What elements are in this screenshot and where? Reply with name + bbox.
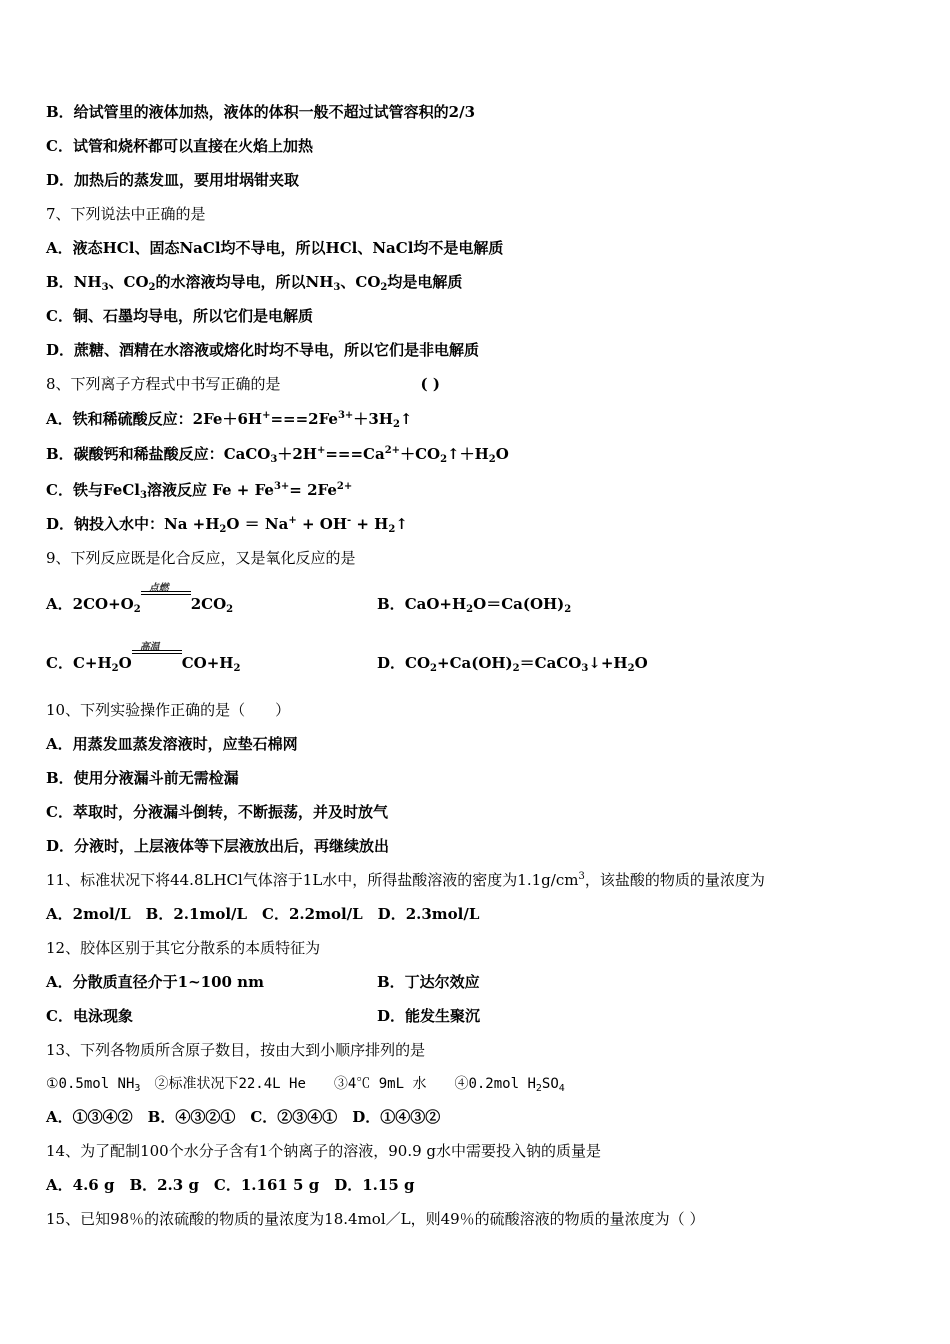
q10-option-a: A．用蒸发皿蒸发溶液时，应垫石棉网	[46, 735, 298, 753]
q7-stem: 7、下列说法中正确的是	[46, 205, 206, 223]
condition-arrow: 高温	[132, 654, 182, 674]
q6-option-c: C．试管和烧杯都可以直接在火焰上加热	[46, 137, 313, 155]
q12-stem: 12、胶体区别于其它分散系的本质特征为	[46, 939, 321, 957]
q8-option-c: C．铁与FeCl$_3$溶液反应 $Fe + Fe^{3+}= 2Fe^{2+}$	[46, 481, 353, 501]
q6-option-b: B．给试管里的液体加热，液体的体积一般不超过试管容积的2/3	[46, 103, 476, 121]
q10-stem: 10、下列实验操作正确的是（ ）	[46, 701, 291, 719]
q8-option-b: B．碳酸钙和稀盐酸反应：$CaCO_3+2H^+===Ca^{2+}+CO_2↑+H_2O$	[46, 445, 509, 465]
q15-stem: 15、已知98％的浓硫酸的物质的量浓度为18.4mol／L，则49％的硫酸溶液的物质的量浓度为（ ）	[46, 1210, 705, 1228]
q9-stem: 9、下列反应既是化合反应，又是氧化反应的是	[46, 549, 356, 567]
q12-option-b: B．丁达尔效应	[377, 973, 480, 991]
q9-option-b: B．$CaO+H_2O=Ca(OH)_2$	[377, 595, 572, 615]
condition-arrow: 点燃	[141, 595, 191, 615]
q12-option-c: C．电泳现象	[46, 1007, 133, 1025]
q8-stem: 8、下列离子方程式中书写正确的是 ( )	[46, 375, 440, 393]
q13-stem: 13、下列各物质所含原子数目，按由大到小顺序排列的是	[46, 1041, 426, 1059]
q11-stem: 11、标准状况下将44.8LHCl气体溶于1L水中，所得盐酸溶液的密度为$1.1g/cm^3$，该盐酸的物质的量浓度为	[46, 871, 765, 889]
q7-option-d: D．蔗糖、酒精在水溶液或熔化时均不导电，所以它们是非电解质	[46, 341, 480, 359]
q10-option-d: D．分液时，上层液体等下层液放出后，再继续放出	[46, 837, 390, 855]
q8-option-d: D．钠投入水中：$Na +H_2O = Na^+ + OH^-$ + $H_2↑$	[46, 515, 408, 535]
q13-options: A．①③④② B．④③②① C．②③④① D．①④③②	[46, 1108, 441, 1126]
q10-option-b: B．使用分液漏斗前无需检漏	[46, 769, 239, 787]
q9-option-a: A．$2CO+O_2$ 点燃 $2CO_2$	[46, 583, 234, 615]
q12-option-a: A．分散质直径介于1~100 nm	[46, 973, 264, 991]
q8-option-a: A．铁和稀硫酸反应：$2Fe+6H^+===2Fe^{3+}+3H_2↑$	[46, 410, 413, 430]
q10-option-c: C．萃取时，分液漏斗倒转，不断振荡，并及时放气	[46, 803, 388, 821]
q11-options: A．2mol/L B．2.1mol/L C．2.2mol/L D．2.3mol/L	[46, 905, 480, 923]
q7-option-b: B．$NH_3$、$CO_2$的水溶液均导电，所以$NH_3$、$CO_2$均是电解质	[46, 273, 463, 293]
q14-options: A．4.6 g B．2.3 g C．1.161 5 g D．1.15 g	[46, 1176, 415, 1194]
q14-stem: 14、为了配制100个水分子含有1个钠离子的溶液，90.9 g水中需要投入钠的质量是	[46, 1142, 602, 1160]
q9-option-c: C．$C+H_2O$ 高温 $CO+H_2$	[46, 642, 241, 674]
q9-option-d: D．$CO_2+Ca(OH)_2=CaCO_3↓+H_2O$	[377, 654, 648, 674]
q12-option-d: D．能发生聚沉	[377, 1007, 481, 1025]
q7-option-a: A．液态HCl、固态NaCl均不导电，所以HCl、NaCl均不是电解质	[46, 239, 504, 257]
q13-items: ①0.5mol $NH_3$ ②标准状况下22.4L He ③4℃ 9mL 水 ④0.2mol $H_2SO_4$	[46, 1076, 565, 1094]
q6-option-d: D．加热后的蒸发皿，要用坩埚钳夹取	[46, 171, 300, 189]
q7-option-c: C．铜、石墨均导电，所以它们是电解质	[46, 307, 313, 325]
